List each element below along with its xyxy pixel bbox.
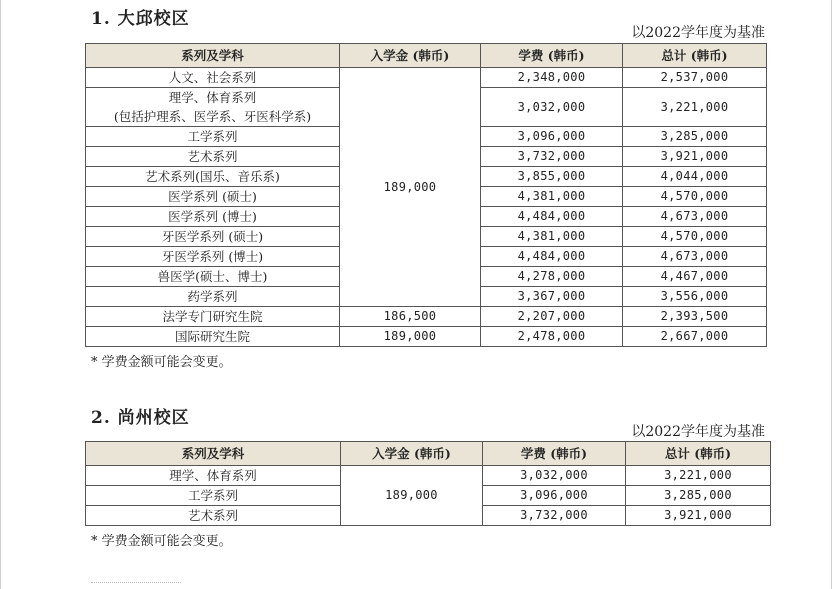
- dept-cell: 工学系列: [86, 486, 341, 506]
- total-cell: 4,467,000: [623, 267, 767, 287]
- admission-header: 入学金 (韩币): [340, 44, 481, 68]
- dept-cell: 理学、体育系列 (包括护理系、医学系、牙医科学系): [86, 88, 340, 127]
- admission-header: 入学金 (韩币): [341, 442, 483, 466]
- tuition-header: 学费 (韩币): [483, 442, 626, 466]
- tuition-cell: 3,096,000: [481, 127, 623, 147]
- total-cell: 4,673,000: [623, 207, 767, 227]
- total-header: 总计 (韩币): [626, 442, 771, 466]
- total-cell: 3,221,000: [626, 466, 771, 486]
- basis-year-daegu: 以2022学年度为基准: [631, 25, 765, 41]
- total-cell: 3,556,000: [623, 287, 767, 307]
- dept-cell: 医学系列 (博士): [86, 207, 340, 227]
- dept-header: 系列及学科: [86, 442, 341, 466]
- admission-fee-merged-cell: 189,000: [340, 68, 481, 307]
- total-cell: 4,044,000: [623, 167, 767, 187]
- admission-fee-cell: 189,000: [340, 327, 481, 347]
- dept-cell: 艺术系列: [86, 506, 341, 526]
- dept-cell: 牙医学系列 (硕士): [86, 227, 340, 247]
- total-cell: 2,667,000: [623, 327, 767, 347]
- tuition-cell: 3,032,000: [483, 466, 626, 486]
- table-header-row: [86, 442, 771, 466]
- tuition-cell: 2,207,000: [481, 307, 623, 327]
- dept-cell: 艺术系列: [86, 147, 340, 167]
- tuition-cell: 4,278,000: [481, 267, 623, 287]
- section-title-daegu: 1. 大邱校区: [91, 9, 190, 29]
- dept-cell: 人文、社会系列: [86, 68, 340, 88]
- total-cell: 3,921,000: [626, 506, 771, 526]
- tuition-cell: 3,032,000: [481, 88, 623, 127]
- admission-fee-merged-cell: 189,000: [341, 466, 483, 526]
- dept-cell: 艺术系列(国乐、音乐系): [86, 167, 340, 187]
- total-header: 总计 (韩币): [623, 44, 767, 68]
- tuition-cell: 2,478,000: [481, 327, 623, 347]
- total-cell: 3,285,000: [623, 127, 767, 147]
- tuition-cell: 2,348,000: [481, 68, 623, 88]
- dept-cell: 医学系列 (硕士): [86, 187, 340, 207]
- tuition-cell: 3,367,000: [481, 287, 623, 307]
- dept-header: 系列及学科: [86, 44, 340, 68]
- table-row: [86, 327, 767, 347]
- tuition-cell: 3,732,000: [483, 506, 626, 526]
- dept-cell: 兽医学(硕士、博士): [86, 267, 340, 287]
- table-row: [86, 307, 767, 327]
- tuition-cell: 3,096,000: [483, 486, 626, 506]
- dept-cell: 国际研究生院: [86, 327, 340, 347]
- table-row: [86, 68, 767, 88]
- table-row: [86, 466, 771, 486]
- tuition-table-sangju: [85, 441, 771, 526]
- section-title-sangju: 2. 尚州校区: [91, 408, 190, 428]
- tuition-cell: 4,381,000: [481, 227, 623, 247]
- total-cell: 2,537,000: [623, 68, 767, 88]
- total-cell: 4,673,000: [623, 247, 767, 267]
- admission-fee-cell: 186,500: [340, 307, 481, 327]
- dept-cell: 工学系列: [86, 127, 340, 147]
- total-cell: 3,285,000: [626, 486, 771, 506]
- page-continuation: [91, 582, 181, 589]
- total-cell: 3,221,000: [623, 88, 767, 127]
- dept-cell: 药学系列: [86, 287, 340, 307]
- tuition-cell: 3,732,000: [481, 147, 623, 167]
- fee-change-note-sangju: * 学费金额可能会变更。: [91, 534, 232, 549]
- dept-cell: 法学专门研究生院: [86, 307, 340, 327]
- basis-year-sangju: 以2022学年度为基准: [631, 424, 765, 440]
- tuition-cell: 4,484,000: [481, 247, 623, 267]
- total-cell: 3,921,000: [623, 147, 767, 167]
- tuition-table-daegu: [85, 43, 767, 347]
- table-header-row: [86, 44, 767, 68]
- total-cell: 4,570,000: [623, 187, 767, 207]
- fee-change-note-daegu: * 学费金额可能会变更。: [91, 355, 232, 370]
- dept-cell: 牙医学系列 (博士): [86, 247, 340, 267]
- dept-cell: 理学、体育系列: [86, 466, 341, 486]
- tuition-cell: 4,381,000: [481, 187, 623, 207]
- tuition-cell: 4,484,000: [481, 207, 623, 227]
- tuition-header: 学费 (韩币): [481, 44, 623, 68]
- total-cell: 4,570,000: [623, 227, 767, 247]
- total-cell: 2,393,500: [623, 307, 767, 327]
- tuition-cell: 3,855,000: [481, 167, 623, 187]
